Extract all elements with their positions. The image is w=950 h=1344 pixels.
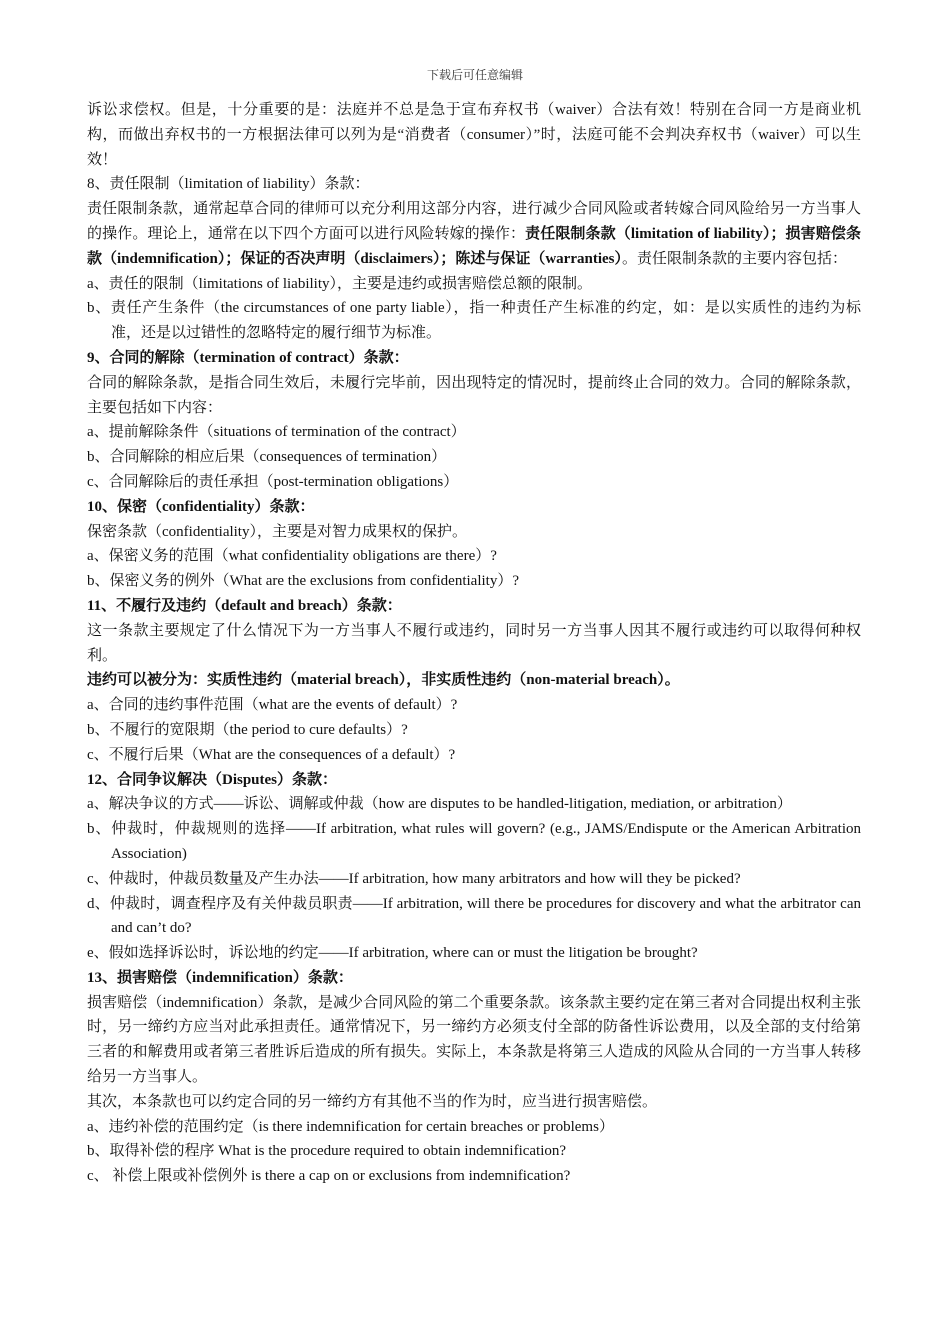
- paragraph-confidentiality: 保密条款（confidentiality），主要是对智力成果权的保护。: [87, 523, 467, 540]
- list-item: b、取得补偿的程序 What is the procedure required to obtain indemnification?: [87, 1143, 567, 1160]
- list-item: b、责任产生条件（the circumstances of one party liable），指一种责任产生标准的约定，如：是以实质性的违约为标准，还是以过错性的忽略特定的履行细节为标准。: [87, 300, 861, 342]
- paragraph-waiver-continued: 诉讼求偿权。但是，十分重要的是：法庭并不总是急于宣布弃权书（waiver）合法有效！特别在合同一方是商业机构，而做出弃权书的一方根据法律可以列为是“消费者（consumer）”时，法庭可能不会判决弃权书（waiver）可以生效！: [87, 102, 861, 168]
- list-item: c、不履行后果（What are the consequences of a default）?: [87, 746, 456, 763]
- list-item: b、保密义务的例外（What are the exclusions from confidentiality）?: [87, 573, 519, 590]
- heading-default-breach: 11、不履行及违约（default and breach）条款：: [87, 597, 402, 614]
- list-item: e、假如选择诉讼时，诉讼地的约定——If arbitration, where can or must the litigation be brought?: [87, 945, 698, 962]
- paragraph-indemnification: 损害赔偿（indemnification）条款，是减少合同风险的第二个重要条款。该条款主要约定在第三者对合同提出权利主张时，另一缔约方应当对此承担责任。通常情况下，另一缔约方必须支付全部的防备性诉讼费用，以及全部的支付给第三者的和解费用或者第三者胜诉后造成的所有损失。实际上，本条款是将第三人造成的风险从合同的一方当事人转移给另一方当事人。: [87, 994, 861, 1086]
- paragraph-breach-types: 违约可以被分为：实质性违约（material breach），非实质性违约（non-material breach）。: [87, 672, 680, 689]
- list-item: a、责任的限制（limitations of liability），主要是违约或损害赔偿总额的限制。: [87, 275, 592, 292]
- heading-indemnification: 13、损害赔偿（indemnification）条款：: [87, 969, 353, 986]
- heading-termination: 9、合同的解除（termination of contract）条款：: [87, 349, 409, 366]
- paragraph-termination: 合同的解除条款，是指合同生效后，未履行完毕前，因出现特定的情况时，提前终止合同的效力。合同的解除条款，主要包括如下内容：: [87, 374, 861, 416]
- paragraph-limitation-intro: 责任限制条款，通常起草合同的律师可以充分利用这部分内容，进行减少合同风险或者转嫁合同风险给另一方当事人的操作。理论上，通常在以下四个方面可以进行风险转嫁的操作：责任限制条款（limitation of liability）；损害赔偿条款（indemnification）；保证的否决声明（disclaimers）；陈述与保证（warranties）。责任限制条款的主要内容包括：: [87, 201, 861, 267]
- bold-risk-clauses: 责任限制条款（limitation of liability）；损害赔偿条款（indemnification）；保证的否决声明（disclaimers）；陈述与保证（warranties）: [87, 225, 861, 267]
- list-item: a、保密义务的范围（what confidentiality obligations are there）?: [87, 548, 497, 565]
- heading-confidentiality: 10、保密（confidentiality）条款：: [87, 498, 315, 515]
- list-item: a、合同的违约事件范围（what are the events of default）?: [87, 697, 458, 714]
- list-item: d、仲裁时，调查程序及有关仲裁员职责——If arbitration, will there be procedures for discovery and what the arbitrator can and can’t do?: [87, 895, 861, 937]
- list-item: b、不履行的宽限期（the period to cure defaults）?: [87, 721, 408, 738]
- page-header: 下载后可任意编辑: [426, 68, 523, 82]
- paragraph-default-breach: 这一条款主要规定了什么情况下为一方当事人不履行或违约，同时另一方当事人因其不履行或违约可以取得何种权利。: [87, 622, 861, 664]
- list-item: c、 补偿上限或补偿例外 is there a cap on or exclusions from indemnification?: [87, 1168, 571, 1185]
- heading-disputes: 12、合同争议解决（Disputes）条款：: [87, 771, 338, 788]
- list-item: c、合同解除后的责任承担（post-termination obligations）: [87, 473, 459, 490]
- list-item: a、解决争议的方式——诉讼、调解或仲裁（how are disputes to be handled-litigation, mediation, or arbitration）: [87, 796, 792, 813]
- list-item: b、合同解除的相应后果（consequences of termination）: [87, 449, 447, 466]
- list-item: c、仲裁时，仲裁员数量及产生办法——If arbitration, how many arbitrators and how will they be picked?: [87, 870, 741, 887]
- list-item: a、提前解除条件（situations of termination of the contract）: [87, 424, 466, 441]
- document-body: [87, 98, 861, 1189]
- list-item: a、违约补偿的范围约定（is there indemnification for certain breaches or problems）: [87, 1118, 614, 1135]
- heading-limitation-of-liability: 8、责任限制（limitation of liability）条款：: [87, 176, 370, 193]
- paragraph-indemnification-other: 其次，本条款也可以约定合同的另一缔约方有其他不当的作为时，应当进行损害赔偿。: [87, 1093, 658, 1110]
- list-item: b、仲裁时，仲裁规则的选择——If arbitration, what rules will govern? (e.g., JAMS/Endispute or the American Arbitration Association): [87, 821, 861, 862]
